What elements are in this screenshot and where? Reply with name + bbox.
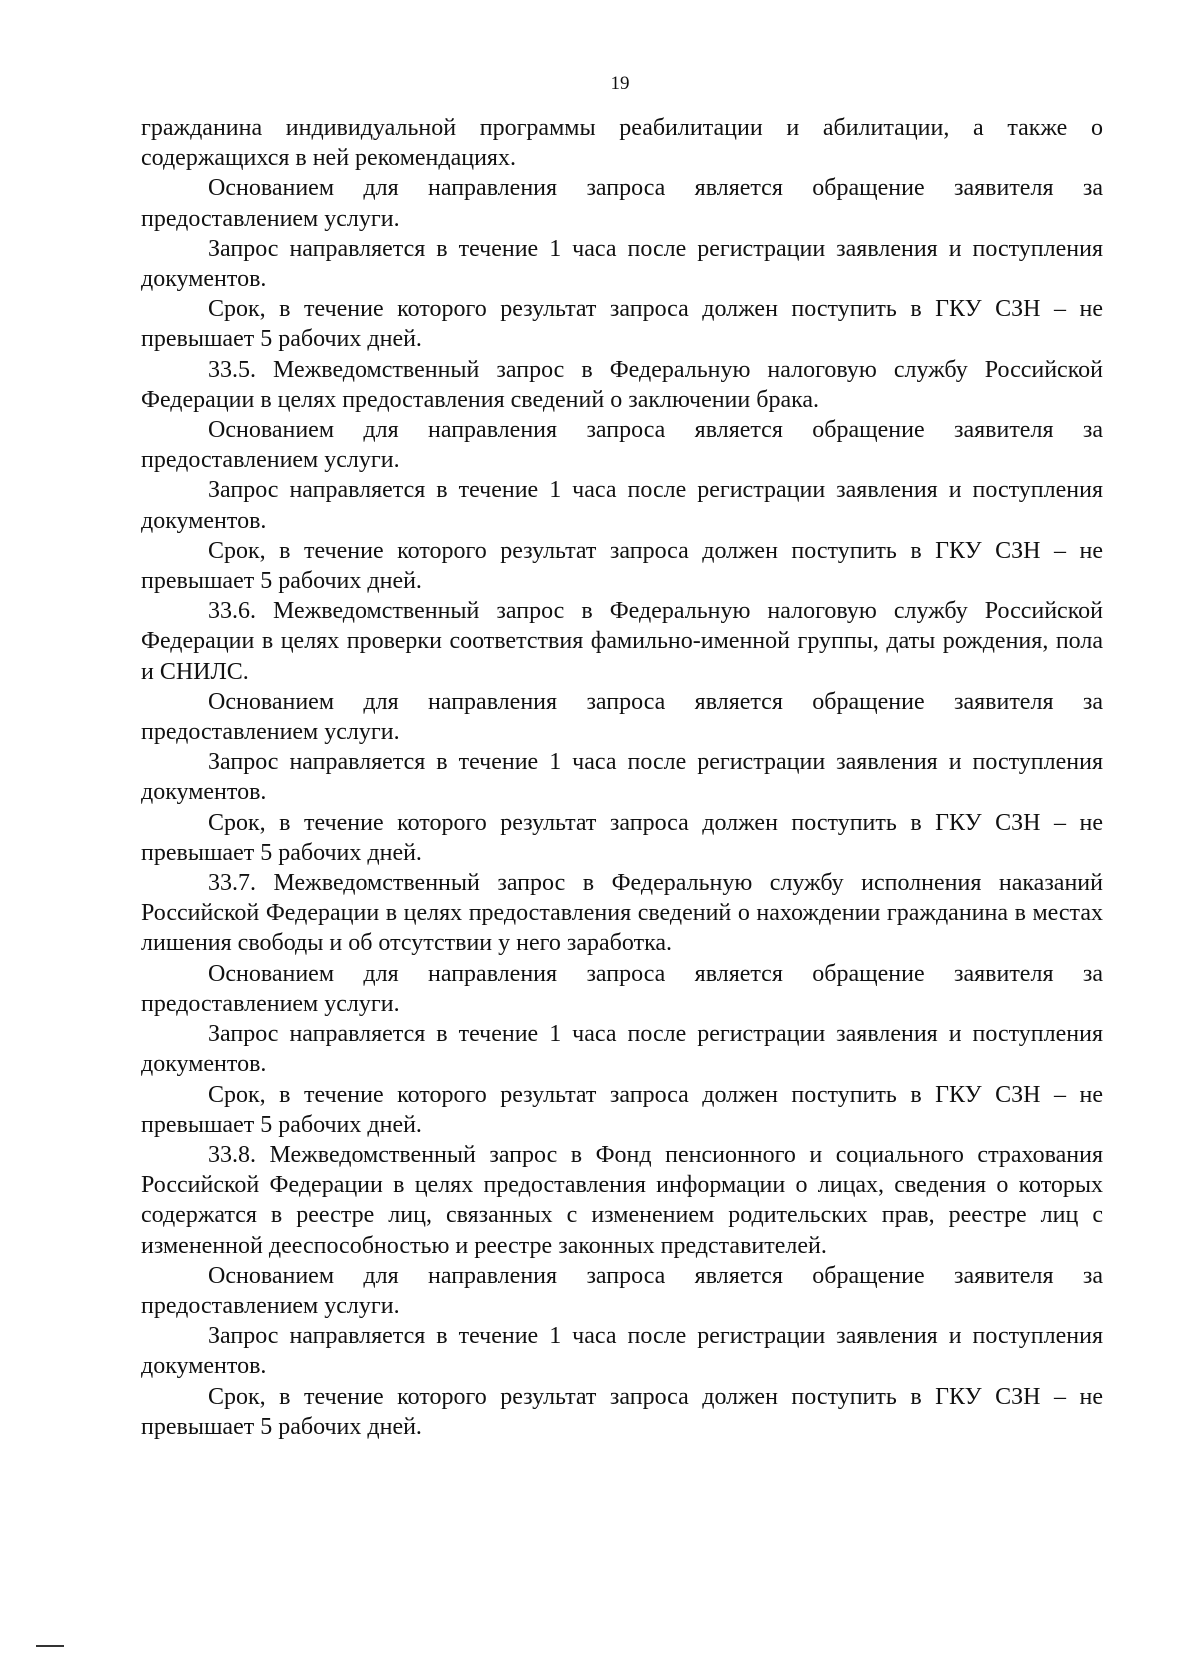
paragraph: Запрос направляется в течение 1 часа после регистрации заявления и поступления документов. <box>141 1021 1103 1078</box>
paragraph: 33.6. Межведомственный запрос в Федеральную налоговую службу Российской Федерации в целях проверки соответствия фамильно-именной группы, даты рождения, пола и СНИЛС. <box>141 598 1103 685</box>
margin-mark <box>36 1645 64 1647</box>
paragraph: Запрос направляется в течение 1 часа после регистрации заявления и поступления документов. <box>141 477 1103 534</box>
paragraph: Основанием для направления запроса является обращение заявителя за предоставлением услуги. <box>141 688 1103 746</box>
paragraph: Срок, в течение которого результат запроса должен поступить в ГКУ СЗН – не превышает 5 рабочих дней. <box>141 809 1103 866</box>
paragraph: Запрос направляется в течение 1 часа после регистрации заявления и поступления документов. <box>141 235 1103 293</box>
paragraph: Основанием для направления запроса является обращение заявителя за предоставлением услуги. <box>141 417 1103 474</box>
paragraph: 33.8. Межведомственный запрос в Фонд пенсионного и социального страхования Российской Федерации в целях предоставления информации о лицах, сведения о которых содержатся в реестре лиц, связанных с изменением родительских прав, реестре лиц с измененной дееспособностью и реестре законных представителей. <box>141 1141 1103 1259</box>
paragraph: Срок, в течение которого результат запроса должен поступить в ГКУ СЗН – не превышает 5 рабочих дней. <box>141 1081 1103 1138</box>
page-number: 19 <box>610 73 630 94</box>
document-body <box>141 113 1103 1442</box>
paragraph: 33.7. Межведомственный запрос в Федеральную службу исполнения наказаний Российской Федерации в целях предоставления сведений о нахождении гражданина в местах лишения свободы и об отсутствии у него заработка. <box>141 870 1103 957</box>
paragraph: Срок, в течение которого результат запроса должен поступить в ГКУ СЗН – не превышает 5 рабочих дней. <box>141 296 1103 353</box>
paragraph: Основанием для направления запроса является обращение заявителя за предоставлением услуги. <box>141 960 1103 1017</box>
paragraph: Запрос направляется в течение 1 часа после регистрации заявления и поступления документов. <box>141 749 1103 806</box>
paragraph: Основанием для направления запроса является обращение заявителя за предоставлением услуги. <box>141 1262 1103 1319</box>
paragraph: Срок, в течение которого результат запроса должен поступить в ГКУ СЗН – не превышает 5 рабочих дней. <box>141 1383 1103 1440</box>
paragraph: гражданина индивидуальной программы реабилитации и абилитации, а также о содержащихся в ней рекомендациях. <box>141 115 1103 172</box>
paragraph: Запрос направляется в течение 1 часа после регистрации заявления и поступления документов. <box>141 1323 1103 1380</box>
paragraph: Основанием для направления запроса является обращение заявителя за предоставлением услуги. <box>141 175 1103 232</box>
paragraph: 33.5. Межведомственный запрос в Федеральную налоговую службу Российской Федерации в целях предоставления сведений о заключении брака. <box>141 356 1103 413</box>
paragraph: Срок, в течение которого результат запроса должен поступить в ГКУ СЗН – не превышает 5 рабочих дней. <box>141 537 1103 595</box>
